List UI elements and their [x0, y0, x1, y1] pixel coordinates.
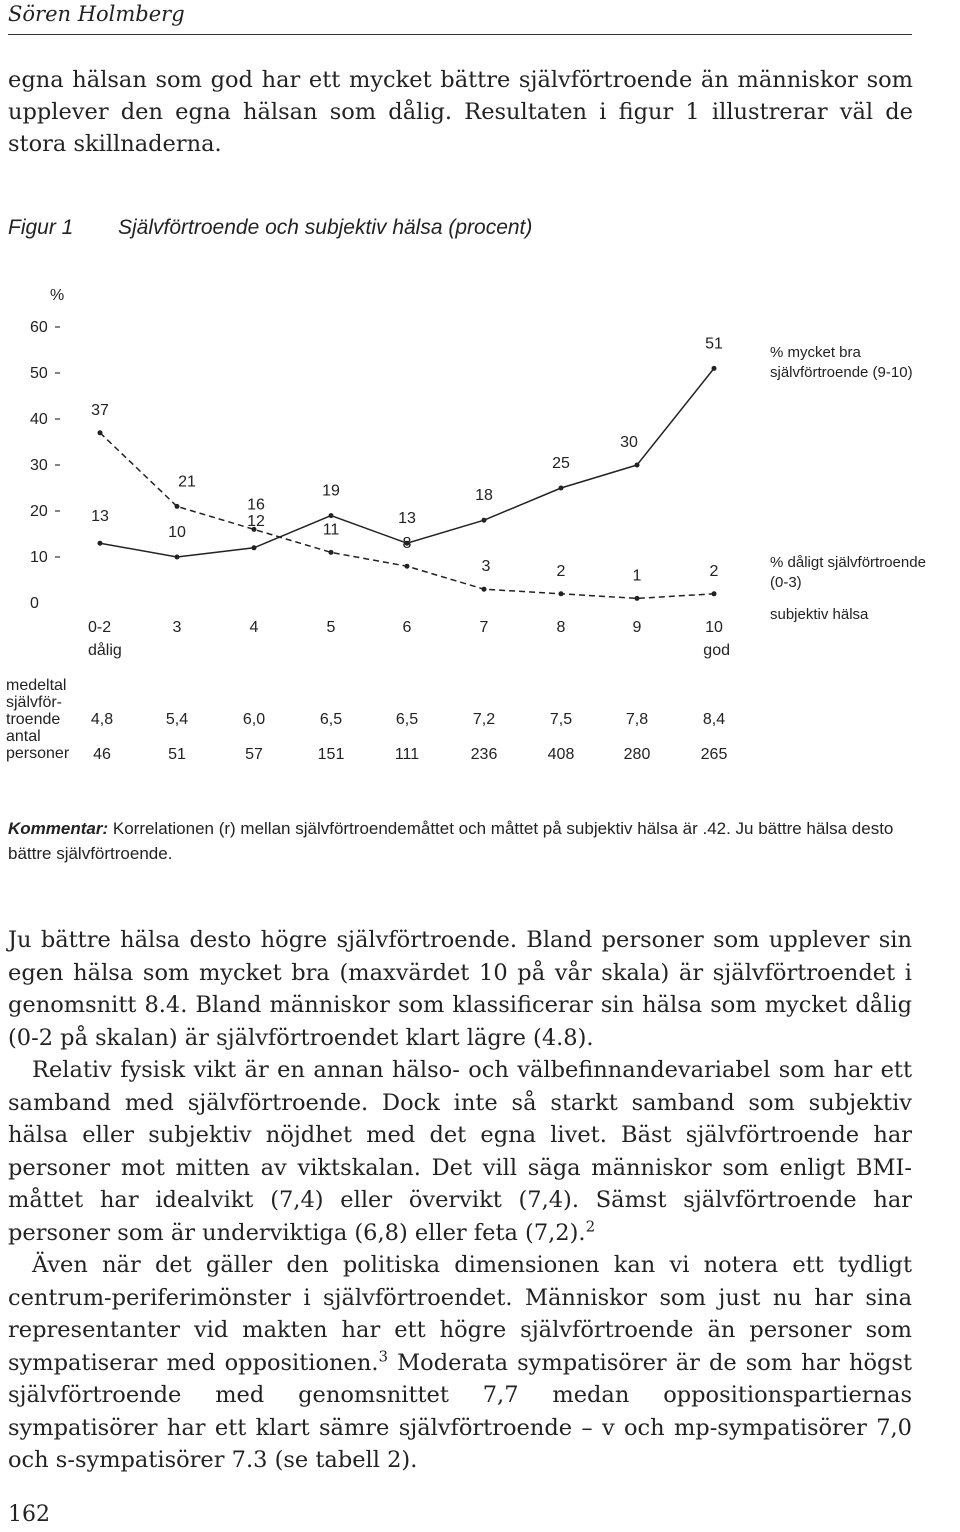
y-tick-label: 0 — [30, 595, 39, 612]
y-tick-label: 40 — [30, 411, 48, 428]
legend-label-good — [770, 344, 913, 381]
y-tick-label: 10 — [30, 549, 48, 566]
table-cell: 408 — [547, 746, 575, 763]
table-cell: 151 — [317, 746, 345, 763]
table-cell: 46 — [93, 746, 111, 763]
table-cell: 7,8 — [625, 711, 649, 728]
data-label: 2 — [709, 562, 719, 580]
table-cell: 51 — [168, 746, 186, 763]
table-cell: 6,5 — [395, 711, 419, 728]
y-tick-label: 20 — [30, 503, 48, 520]
x-axis-title: subjektiv hälsa — [770, 606, 869, 623]
y-axis-unit: % — [50, 287, 65, 304]
paragraph-2-text: Relativ fysisk vikt är en annan hälso- och välbefinnandevariabel som har ett samband med självförtroende. Dock inte så starkt samband som subjektiv hälsa eller subjektiv nöjdhet med det egna livet. Bäst självförtroende har personer mot mitten av viktskalan. Det vill säga människor som enligt BMI-måttet har idealvikt (7,4) eller övervikt (7,4). Sämst självförtroende har personer som är underviktiga (6,8) eller feta (7,2). — [8, 1057, 912, 1246]
footnote-ref-2: 2 — [585, 1217, 596, 1235]
data-point — [175, 555, 180, 560]
data-label: 12 — [247, 512, 265, 530]
table-cell: 111 — [394, 746, 420, 763]
table-cell: 5,4 — [165, 711, 189, 728]
table-cell: 7,2 — [472, 711, 496, 728]
header-rule — [8, 34, 912, 35]
x-end-label-low: dålig — [88, 642, 122, 659]
legend-poor-line1: % dåligt självförtroende — [770, 554, 926, 571]
data-point — [482, 518, 487, 523]
data-point — [635, 596, 640, 601]
data-point — [559, 486, 564, 491]
data-label: 19 — [322, 482, 340, 500]
x-tick-label: 4 — [249, 619, 259, 636]
data-label: 13 — [91, 508, 109, 526]
y-tick-label: 60 — [30, 319, 48, 336]
x-tick-label: 5 — [326, 619, 336, 636]
data-point — [329, 513, 334, 518]
x-tick-label: 8 — [556, 619, 566, 636]
legend-good-line1: % mycket bra — [770, 344, 861, 361]
data-label: 11 — [322, 521, 340, 539]
footnote-ref-3: 3 — [378, 1347, 389, 1365]
chart-self-confidence-health — [0, 270, 960, 770]
data-label: 1 — [632, 567, 642, 585]
legend-poor-line2: (0-3) — [770, 574, 802, 591]
data-label: 3 — [481, 558, 491, 576]
data-label: 10 — [168, 524, 186, 541]
y-tick-label: 50 — [30, 365, 48, 382]
paragraph-3-text-b: Moderata sympatisörer är de som har högst självförtroende med genomsnittet 7,7 medan oppositionspartiernas sympatisörer har ett klart sämre självförtroende – v och mp-sympatisörer 7,0 och s-sympatisörer 7.3 (se tabell 2). — [8, 1349, 912, 1473]
data-point — [175, 504, 180, 509]
data-point — [559, 591, 564, 596]
table-cell: 265 — [700, 746, 728, 763]
table-cell: 4,8 — [90, 711, 114, 728]
figure-comment — [8, 816, 928, 866]
data-label: 16 — [247, 496, 265, 514]
series-line-good-confidence — [100, 368, 714, 557]
paragraph-2 — [8, 1054, 912, 1249]
table-cell: 7,5 — [549, 711, 573, 728]
legend-good-line2: självförtroende (9-10) — [770, 364, 913, 381]
data-point — [329, 550, 334, 555]
data-label: 21 — [178, 473, 196, 491]
data-point — [98, 541, 103, 546]
y-tick-label: 30 — [30, 457, 48, 474]
x-tick-label: 3 — [172, 619, 182, 636]
data-label: 8 — [402, 535, 412, 553]
x-tick-label: 7 — [479, 619, 489, 636]
table-cell: 6,0 — [242, 711, 266, 728]
intro-paragraph: egna hälsan som god har ett mycket bättre självförtroende än människor som upplever den egna hälsan som dålig. Resultaten i figur 1 illustrerar väl de stora skillnaderna. — [8, 67, 913, 157]
x-tick-label: 9 — [632, 619, 642, 636]
table-label-confidence: medeltal självför- troende — [6, 677, 67, 728]
page-number: 162 — [8, 1502, 50, 1527]
data-point — [482, 587, 487, 592]
x-tick-label: 0-2 — [88, 619, 112, 636]
table-cell: 57 — [245, 746, 263, 763]
data-label: 2 — [556, 562, 566, 580]
table-cell: 6,5 — [319, 711, 343, 728]
legend-label-poor — [770, 554, 930, 591]
comment-label: Kommentar: — [8, 819, 109, 838]
comment-text: Korrelationen (r) mellan självförtroendemåttet och måttet på subjektiv hälsa är .42. Ju bättre hälsa desto bättre självförtroende. — [8, 819, 894, 863]
data-point — [98, 430, 103, 435]
data-point — [712, 366, 717, 371]
data-label: 25 — [552, 455, 570, 472]
data-label: 37 — [91, 401, 109, 419]
data-point — [712, 591, 717, 596]
figure-title — [8, 216, 532, 240]
x-tick-label: 6 — [402, 619, 412, 636]
paragraph-3-text-a: Även när det gäller den politiska dimensionen kan vi notera ett tydligt centrum-periferimönster i självförtroendet. Människor som just nu har sina representanter vid makten har ett högre självförtroende än personer som sympatiserar med oppositionen. — [8, 1252, 912, 1376]
paragraph-3 — [8, 1249, 912, 1477]
figure-caption: Självförtroende och subjektiv hälsa (procent) — [118, 216, 533, 239]
table-label-persons: antal personer — [6, 728, 70, 762]
data-point — [405, 564, 410, 569]
running-header-author: Sören Holmberg — [8, 2, 185, 26]
table-cell: 8,4 — [702, 711, 726, 728]
data-label: 51 — [705, 335, 723, 353]
table-cell: 236 — [470, 746, 498, 763]
data-label: 18 — [475, 487, 493, 505]
table-cell: 280 — [623, 746, 651, 763]
figure-label: Figur 1 — [8, 216, 74, 239]
data-label: 30 — [620, 434, 638, 451]
data-point — [635, 463, 640, 468]
x-end-label-high: god — [703, 642, 730, 659]
paragraph-1: Ju bättre hälsa desto högre självförtroende. Bland personer som upplever sin egen hälsa som mycket bra (maxvärdet 10 på vår skala) är självförtroendet i genomsnitt 8.4. Bland människor som klassificerar sin hälsa som mycket dålig (0-2 på skalan) är självförtroendet klart lägre (4.8). — [8, 927, 912, 1051]
x-tick-label: 10 — [705, 619, 723, 636]
body-text — [8, 924, 912, 1477]
data-point — [252, 545, 257, 550]
data-label: 13 — [398, 510, 416, 528]
